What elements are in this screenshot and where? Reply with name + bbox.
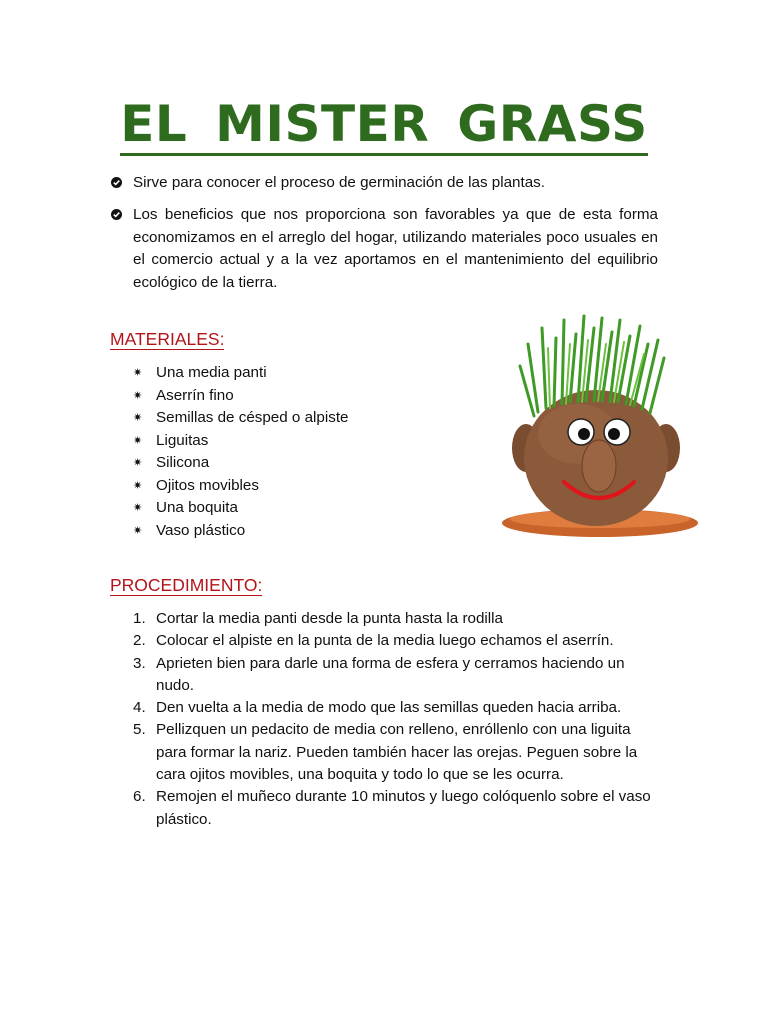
procedure-heading-text: PROCEDIMIENTO: [110, 575, 263, 595]
materials-list [133, 362, 348, 542]
star-bullet-icon: ✷ [133, 367, 143, 379]
material-item [133, 385, 348, 408]
step-number: 2. [133, 632, 146, 650]
step-text: Remojen el muñeco durante 10 minutos y luego colóquenlo sobre el vaso plástico. [156, 788, 651, 828]
procedure-step [133, 653, 663, 698]
step-number: 3. [133, 654, 146, 672]
step-number: 6. [133, 788, 146, 806]
procedure-step [133, 608, 663, 630]
step-text: Cortar la media panti desde la punta hasta la rodilla [156, 610, 503, 627]
material-item [133, 497, 348, 520]
nose-shape [582, 440, 616, 492]
page-title-text: EL MISTER GRASS [120, 95, 647, 156]
check-bullet-icon [111, 177, 122, 188]
procedure-step [133, 630, 663, 652]
materials-heading [110, 328, 224, 350]
material-text: Liguitas [156, 431, 209, 449]
material-text: Semillas de césped o alpiste [156, 409, 349, 426]
material-item [133, 407, 348, 430]
intro-text: Los beneficios que nos proporciona son favorables ya que de esta forma economizamos en el arreglo del hogar, utilizando materiales poco usuales en el comercio actual y a la vez aportamos en el mantenimiento del equilibrio ecológico de la tierra. [133, 206, 658, 291]
step-number: 5. [133, 721, 146, 739]
star-bullet-icon: ✷ [133, 412, 143, 424]
star-bullet-icon: ✷ [133, 434, 143, 447]
right-pupil-shape [608, 428, 620, 440]
check-bullet-icon [111, 209, 122, 220]
intro-list [110, 172, 658, 304]
material-text: Ojitos movibles [156, 476, 259, 494]
step-number: 4. [133, 699, 146, 717]
mister-grass-illustration [498, 314, 702, 554]
page-title [0, 92, 768, 156]
material-item [133, 520, 348, 543]
step-text: Pellizquen un pedacito de media con relleno, enróllenlo con una liguita para formar la nariz. Pueden también hacer las orejas. Peguen sobre la cara ojitos movibles, una boquita y todo lo que se les ocurra. [156, 721, 638, 784]
step-text: Aprieten bien para darle una forma de esfera y cerramos haciendo un nudo. [156, 654, 625, 694]
procedure-list [133, 608, 663, 831]
star-bullet-icon: ✷ [133, 389, 143, 402]
material-text: Vaso plástico [156, 521, 246, 539]
material-item [133, 430, 348, 453]
star-bullet-icon: ✷ [133, 479, 143, 492]
material-item [133, 452, 348, 475]
material-item [133, 362, 348, 385]
star-bullet-icon: ✷ [133, 524, 143, 537]
intro-text: Sirve para conocer el proceso de germinación de las plantas. [133, 174, 545, 191]
materials-heading-text: MATERIALES: [110, 329, 225, 349]
procedure-step [133, 786, 663, 831]
intro-item [110, 204, 658, 294]
material-text: Silicona [156, 454, 210, 471]
procedure-step [133, 719, 663, 786]
material-text: Una boquita [156, 499, 238, 516]
star-bullet-icon: ✷ [133, 502, 143, 514]
step-text: Den vuelta a la media de modo que las semillas queden hacia arriba. [156, 699, 622, 717]
procedure-step [133, 697, 663, 719]
material-text: Aserrín fino [156, 386, 234, 404]
step-number: 1. [133, 610, 146, 627]
material-text: Una media panti [156, 364, 267, 381]
intro-item [110, 172, 658, 194]
procedure-heading [110, 574, 262, 596]
left-pupil-shape [578, 428, 590, 440]
star-bullet-icon: ✷ [133, 457, 143, 469]
step-text: Colocar el alpiste en la punta de la media luego echamos el aserrín. [156, 632, 614, 650]
material-item [133, 475, 348, 498]
